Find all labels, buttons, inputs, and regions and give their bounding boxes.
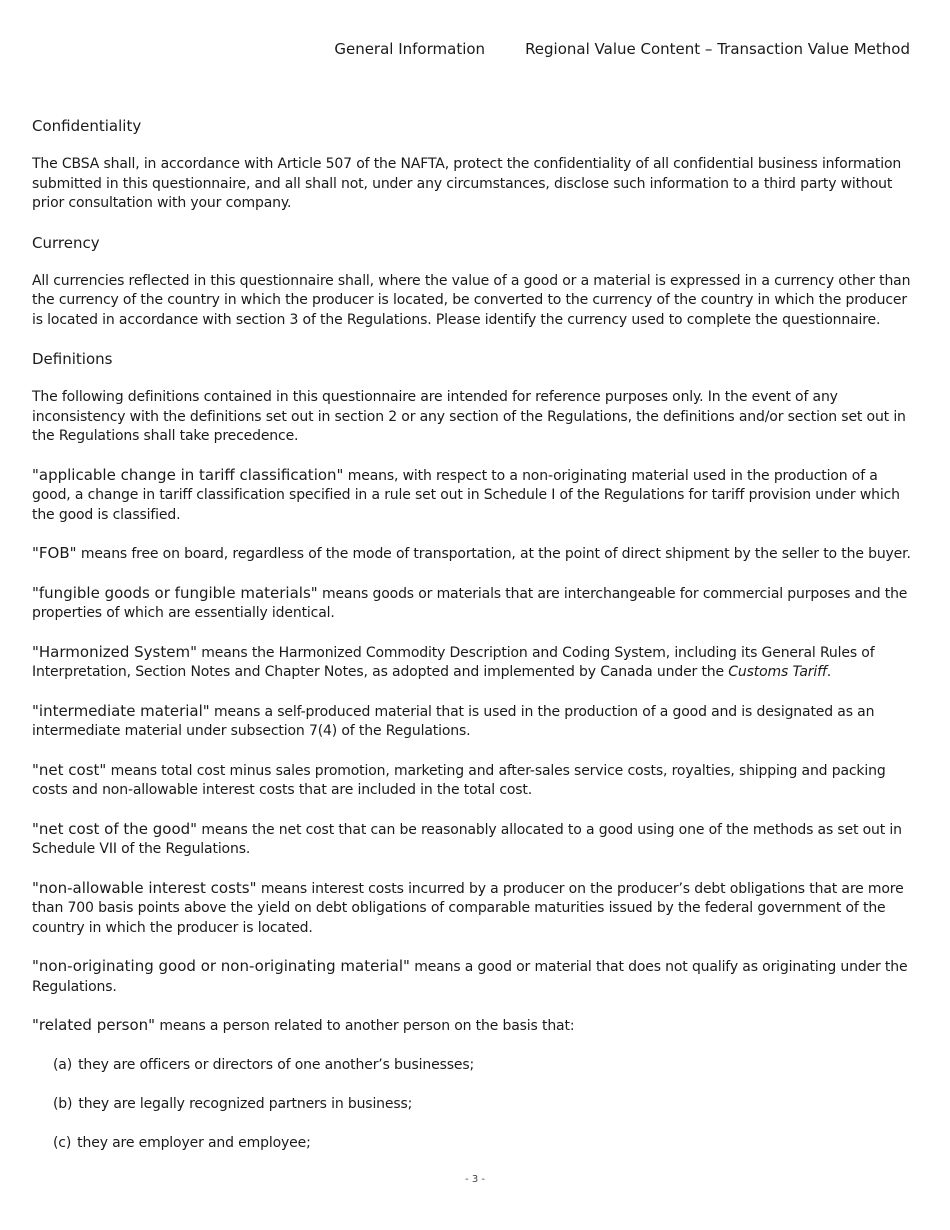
definition-term: "applicable change in tariff classification" [32,465,344,484]
definition-term: "intermediate material" [32,701,210,720]
list-item-text: they are legally recognized partners in business; [78,1095,413,1112]
running-header [334,40,910,58]
list-item [53,1095,920,1115]
statute-title: Customs Tariff [728,664,827,680]
definition-body: means interest costs incurred by a producer on the producer’s debt obligations that are more than 700 basis points above the yield on debt obligations of comparable maturities issued by the federal government of the country in which the producer is located. [32,880,904,936]
page-content [32,116,920,1173]
definition-item [32,643,920,683]
currency-text: All currencies reflected in this questionnaire shall, where the value of a good or a material is expressed in a currency other than the currency of the country in which the producer is located, be converted to the currency of the country in which the producer is located in accordance with section 3 of the Regulations. Please identify the currency used to complete the questionnaire. [32,272,911,328]
definitions-intro: The following definitions contained in this questionnaire are intended for reference purposes only. In the event of any inconsistency with the definitions set out in section 2 or any section of the Regulations, the definitions and/or section set out in the Regulations shall take precedence. [32,389,906,444]
list-marker: (a) [53,1056,73,1073]
definition-tail: . [826,664,832,680]
definition-body: means a person related to another person on the basis that: [155,1018,575,1034]
definition-term: "non-allowable interest costs" [32,878,257,897]
definition-body: means total cost minus sales promotion, marketing and after-sales service costs, royalties, shipping and packing costs and non-allowable interest costs that are included in the total cost. [32,762,886,798]
currency-heading: Currency [32,233,100,252]
definition-item [32,820,920,860]
page-number: - 3 - [465,1174,485,1185]
definition-term: "net cost" [32,760,107,779]
definition-body: means free on board, regardless of the mode of transportation, at the point of direct shipment by the seller to the buyer. [76,546,911,562]
list-marker: (b) [53,1095,73,1112]
definition-term: "non-originating good or non-originating material" [32,957,410,975]
definition-term: "Harmonized System" [32,642,197,661]
definition-body: means goods or materials that are interchangeable for commercial purposes and the properties of which are essentially identical. [32,585,908,621]
definition-item [32,466,920,526]
definition-term: "net cost of the good" [32,819,198,838]
definition-item [32,957,920,997]
header-document-title: Regional Value Content – Transaction Value Method [525,40,910,58]
confidentiality-text: The CBSA shall, in accordance with Article 507 of the NAFTA, protect the confidentiality of all confidential business information submitted in this questionnaire, and all shall not, under any circumstances, disclose such information to a third party without prior consultation with your company. [32,156,902,211]
definitions-heading: Definitions [32,350,113,368]
definition-term: "related person" [32,1016,156,1034]
definition-body: means the net cost that can be reasonably allocated to a good using one of the methods as set out in Schedule VII of the Regulations. [32,821,902,857]
definition-body: means the Harmonized Commodity Description and Coding System, including its General Rules of Interpretation, Section Notes and Chapter Notes, as adopted and implemented by Canada under the [32,644,875,680]
definition-item [32,1016,920,1037]
list-item [53,1134,920,1154]
definition-body: means, with respect to a non-originating material used in the production of a good, a change in tariff classification specified in a rule set out in Schedule I of the Regulations for tariff provision under which the good is classified. [32,467,900,523]
list-item [53,1056,920,1076]
definition-term: "FOB" [32,544,77,562]
header-section-label: General Information [334,40,486,58]
definition-term: "fungible goods or fungible materials" [32,583,318,602]
list-item-text: they are officers or directors of one another’s businesses; [78,1056,475,1073]
definition-item [32,761,920,801]
definition-item [32,879,920,939]
definition-body: means a good or material that does not qualify as originating under the Regulations. [32,959,908,995]
confidentiality-heading: Confidentiality [32,117,142,135]
definition-body: means a self-produced material that is used in the production of a good and is designated as an intermediate material under subsection 7(4) of the Regulations. [32,703,875,739]
definition-item [32,584,920,624]
definition-item [32,702,920,742]
definition-item [32,544,920,565]
list-item-text: they are employer and employee; [77,1134,311,1151]
list-marker: (c) [53,1134,72,1151]
